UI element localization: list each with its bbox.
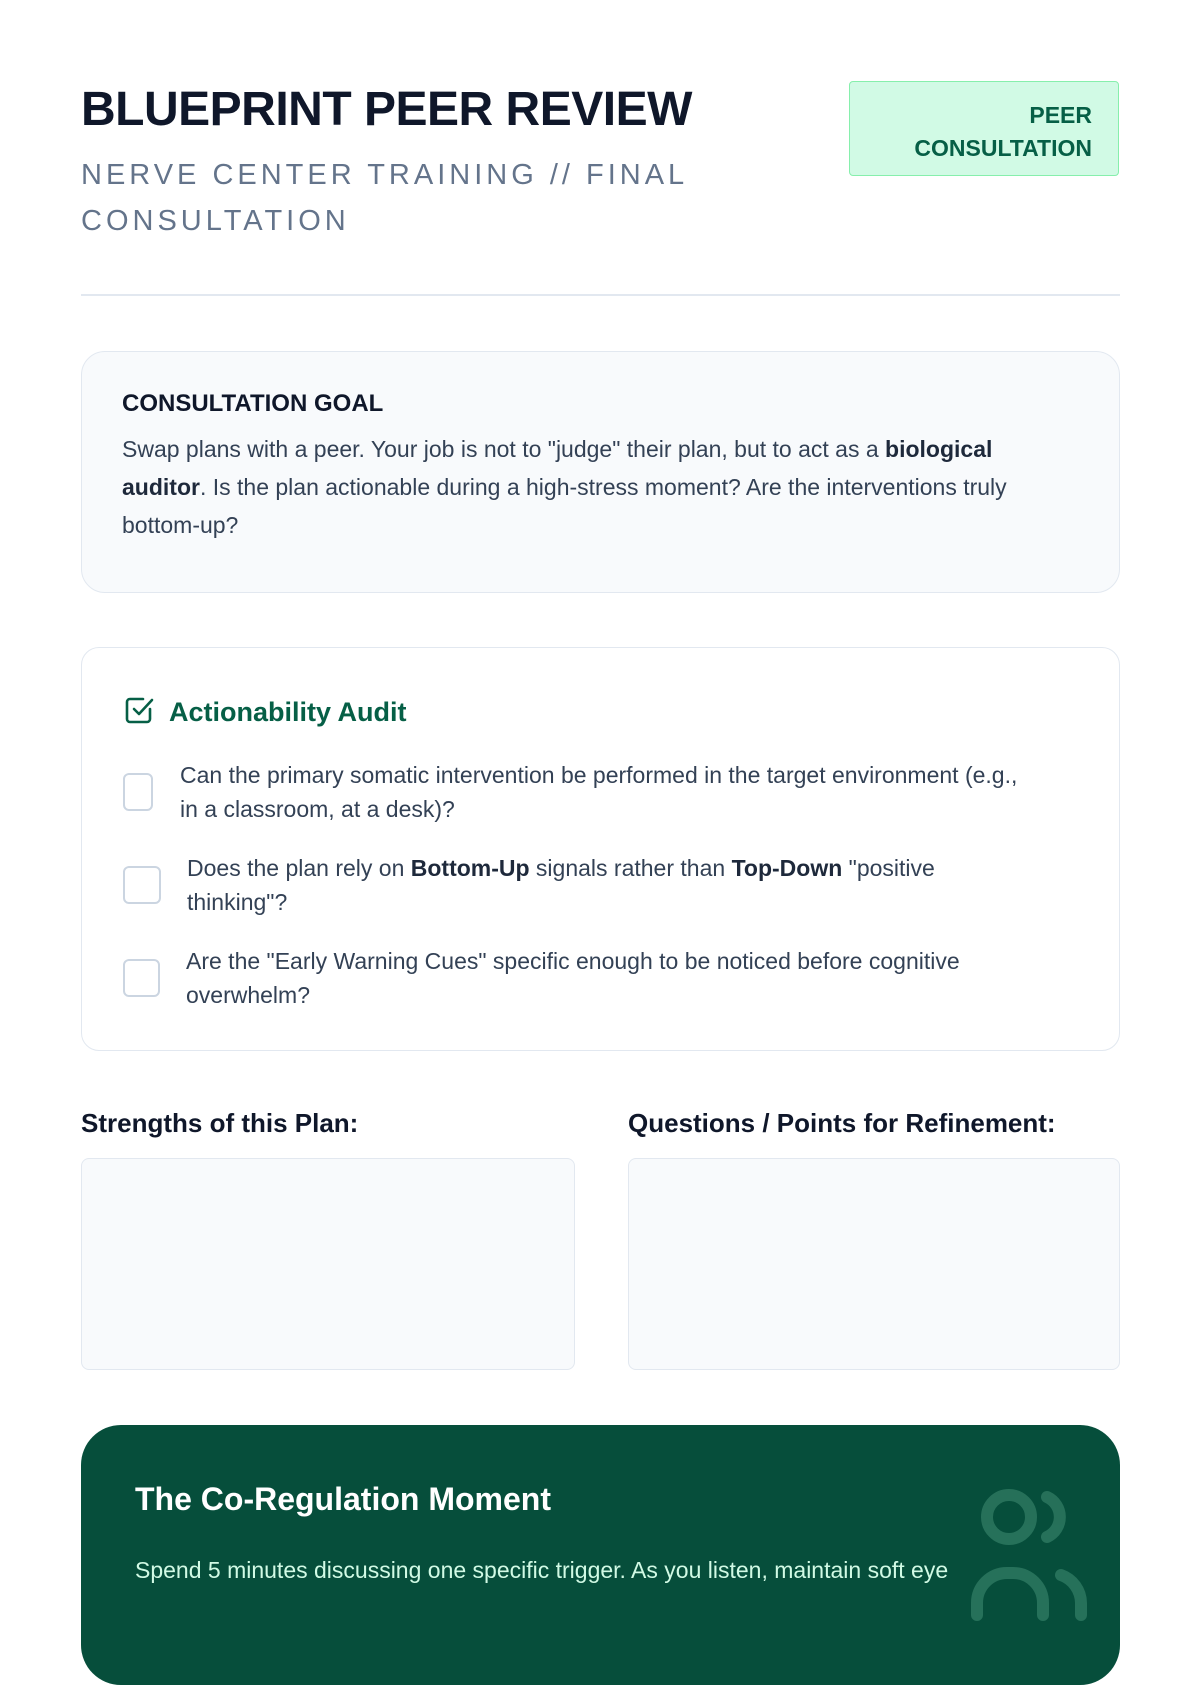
audit-item-2-text <box>187 851 1027 919</box>
strengths-label: Strengths of this Plan: <box>81 1108 359 1138</box>
consultation-goal-text <box>122 430 1079 544</box>
header-divider <box>81 294 1120 296</box>
audit-checkbox-1[interactable] <box>123 773 153 811</box>
questions-label: Questions / Points for Refinement: <box>628 1108 1056 1138</box>
checkbox-checked-icon <box>123 694 155 731</box>
bottom-up-term: Bottom-Up <box>410 855 530 881</box>
consultation-goal-card <box>81 351 1120 593</box>
audit-item-3 <box>123 944 1046 1012</box>
audit-item-2 <box>123 851 1027 919</box>
audit-title: Actionability Audit <box>169 697 407 727</box>
goal-text-bold: biological auditor <box>122 436 993 500</box>
audit-checkbox-2[interactable] <box>123 866 161 904</box>
page-subtitle: NERVE CENTER TRAINING // FINAL CONSULTATION <box>81 159 688 237</box>
peer-consultation-badge <box>849 81 1119 176</box>
badge-line-2: CONSULTATION <box>914 135 1092 161</box>
audit-header <box>123 694 407 731</box>
badge-line-1: PEER <box>1029 102 1092 128</box>
actionability-audit-card <box>81 647 1120 1051</box>
audit-checkbox-3[interactable] <box>123 959 160 997</box>
co-regulation-panel <box>81 1425 1120 1685</box>
top-down-term: Top-Down <box>731 855 843 881</box>
audit-item-2-part-e: "positive thinking"? <box>187 855 935 915</box>
strengths-textarea[interactable] <box>81 1158 575 1370</box>
consultation-goal-heading: CONSULTATION GOAL <box>122 390 384 417</box>
audit-item-3-text: Are the "Early Warning Cues" specific enough to be noticed before cognitive overwhelm? <box>186 948 960 1008</box>
co-regulation-title: The Co-Regulation Moment <box>135 1481 551 1517</box>
audit-item-2-part-c: signals rather than <box>529 855 732 881</box>
questions-textarea[interactable] <box>628 1158 1120 1370</box>
audit-item-2-part-a: Does the plan rely on <box>187 855 411 881</box>
users-icon <box>961 1475 1091 1625</box>
audit-item-1 <box>123 758 1040 826</box>
goal-text-part-1: Swap plans with a peer. Your job is not to "judge" their plan, but to act as a <box>122 436 886 462</box>
co-regulation-text: Spend 5 minutes discussing one specific trigger. As you listen, maintain soft eye <box>135 1557 949 1583</box>
audit-item-1-text: Can the primary somatic intervention be performed in the target environment (e.g., in a classroom, at a desk)? <box>180 762 1018 822</box>
page-title: BLUEPRINT PEER REVIEW <box>81 83 692 136</box>
goal-text-part-2: . Is the plan actionable during a high-stress moment? Are the interventions truly bottom-up? <box>122 474 1007 538</box>
